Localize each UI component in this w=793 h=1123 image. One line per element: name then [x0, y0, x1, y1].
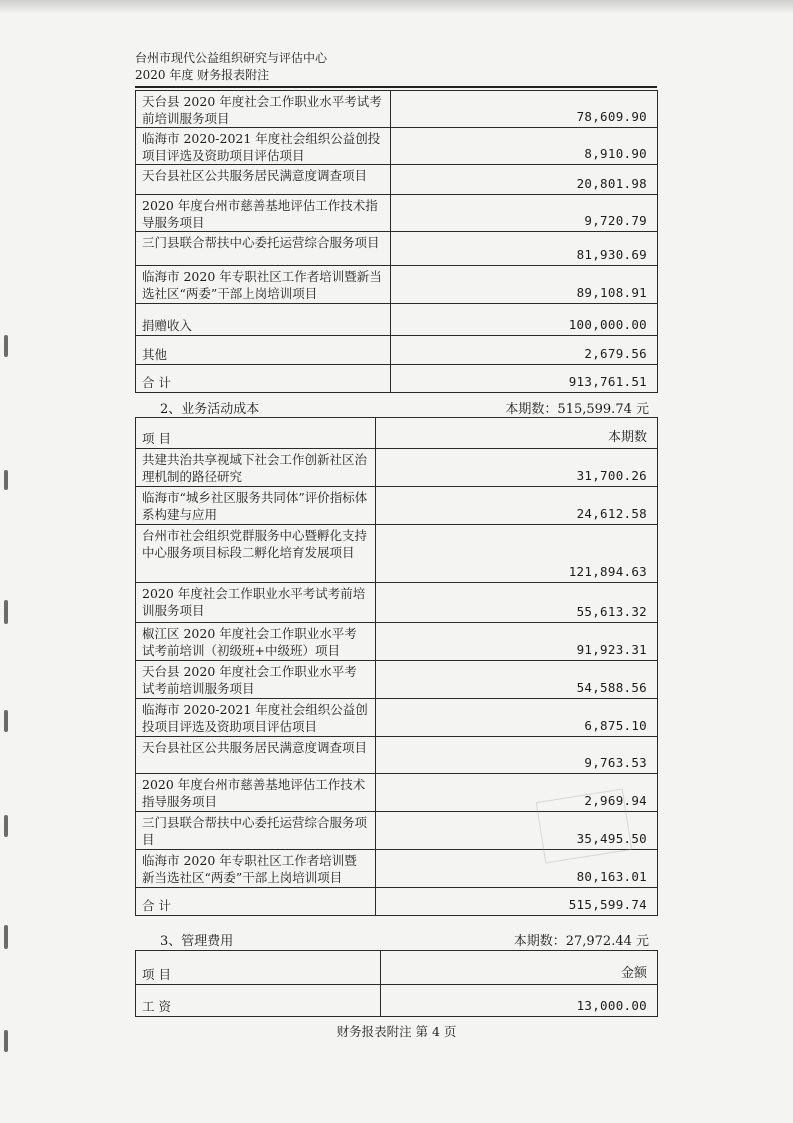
- row-label: 临海市 2020 年专职社区工作者培训暨新当选社区“两委”干部上岗培训项目: [136, 266, 391, 304]
- row-value: 81,930.69: [391, 232, 658, 266]
- row-label: 临海市 2020-2021 年度社会组织公益创投项目评选及资助项目评估项目: [136, 128, 391, 165]
- table-row: [136, 888, 658, 916]
- column-header-item: 项 目: [136, 951, 381, 985]
- row-label: 工 资: [136, 985, 381, 1017]
- row-label: 共建共治共享视域下社会工作创新社区治理机制的路径研究: [136, 449, 376, 487]
- row-label: 合 计: [136, 365, 391, 393]
- row-label: 椒江区 2020 年度社会工作职业水平考试考前培训（初级班+中级班）项目: [136, 623, 376, 661]
- row-label: 天台县社区公共服务居民满意度调查项目: [136, 165, 391, 195]
- section-amount: 本期数：515,599.74 元: [505, 402, 649, 417]
- table-row: [136, 232, 658, 266]
- org-name: 台州市现代公益组织研究与评估中心: [135, 51, 328, 65]
- section-heading: [135, 930, 657, 948]
- row-value: 100,000.00: [391, 304, 658, 336]
- row-label: 临海市“城乡社区服务共同体”评价指标体系构建与应用: [136, 487, 376, 525]
- header-rule: [135, 86, 657, 88]
- column-header-value: 本期数: [376, 418, 658, 449]
- row-value: 35,495.50: [376, 812, 658, 850]
- column-header-item: 项 目: [136, 418, 376, 449]
- table-row: [136, 449, 658, 487]
- table-row: [136, 365, 658, 393]
- row-label: 天台县 2020 年度社会工作职业水平考试考前培训服务项目: [136, 91, 391, 128]
- table-row: [136, 304, 658, 336]
- row-value: 89,108.91: [391, 266, 658, 304]
- table-row: [136, 737, 658, 774]
- row-value: 6,875.10: [376, 699, 658, 737]
- row-label: 临海市 2020-2021 年度社会组织公益创投项目评选及资助项目评估项目: [136, 699, 376, 737]
- table-row: [136, 195, 658, 232]
- column-header-value: 金额: [381, 951, 658, 985]
- row-value: 31,700.26: [376, 449, 658, 487]
- table-header-row: [136, 951, 658, 985]
- row-value: 20,801.98: [391, 165, 658, 195]
- table-row: [136, 583, 658, 623]
- page-footer: 财务报表附注 第 4 页: [336, 1024, 457, 1039]
- row-value: 515,599.74: [376, 888, 658, 916]
- table-row: [136, 91, 658, 128]
- table-header-row: [136, 418, 658, 449]
- binding-mark: [4, 600, 8, 624]
- scan-top-edge: [0, 0, 793, 14]
- row-label: 天台县社区公共服务居民满意度调查项目: [136, 737, 376, 774]
- income-table: [135, 90, 658, 393]
- row-label: 三门县联合帮扶中心委托运营综合服务项目: [136, 812, 376, 850]
- section-heading: [135, 398, 657, 416]
- row-value: 913,761.51: [391, 365, 658, 393]
- section-label: 2、业务活动成本: [160, 402, 260, 417]
- section-amount: 本期数：27,972.44 元: [513, 934, 649, 949]
- binding-mark: [4, 710, 8, 732]
- row-value: 2,969.94: [376, 774, 658, 812]
- row-label: 捐赠收入: [136, 304, 391, 336]
- row-value: 24,612.58: [376, 487, 658, 525]
- table-row: [136, 525, 658, 583]
- row-value: 55,613.32: [376, 583, 658, 623]
- row-label: 2020 年度社会工作职业水平考试考前培训服务项目: [136, 583, 376, 623]
- binding-mark: [4, 335, 8, 357]
- row-value: 9,720.79: [391, 195, 658, 232]
- binding-mark: [4, 815, 8, 837]
- table-row: [136, 487, 658, 525]
- row-value: 2,679.56: [391, 336, 658, 365]
- table-row: [136, 661, 658, 699]
- report-subtitle: 2020 年度 财务报表附注: [135, 68, 270, 82]
- row-label: 2020 年度台州市慈善基地评估工作技术指导服务项目: [136, 195, 391, 232]
- table-row: [136, 165, 658, 195]
- section-label: 3、管理费用: [160, 934, 234, 949]
- table-row: [136, 128, 658, 165]
- row-value: 13,000.00: [381, 985, 658, 1017]
- table-row: [136, 985, 658, 1017]
- row-value: 80,163.01: [376, 850, 658, 888]
- row-value: 8,910.90: [391, 128, 658, 165]
- row-label: 2020 年度台州市慈善基地评估工作技术指导服务项目: [136, 774, 376, 812]
- row-value: 78,609.90: [391, 91, 658, 128]
- row-label: 临海市 2020 年专职社区工作者培训暨新当选社区“两委”干部上岗培训项目: [136, 850, 376, 888]
- table-row: [136, 699, 658, 737]
- row-label: 合 计: [136, 888, 376, 916]
- row-value: 9,763.53: [376, 737, 658, 774]
- row-label: 天台县 2020 年度社会工作职业水平考试考前培训服务项目: [136, 661, 376, 699]
- page-header: [135, 50, 655, 84]
- row-label: 台州市社会组织党群服务中心暨孵化支持中心服务项目标段二孵化培育发展项目: [136, 525, 376, 583]
- table-row: [136, 623, 658, 661]
- binding-mark: [4, 470, 8, 490]
- row-value: 121,894.63: [376, 525, 658, 583]
- row-label: 其他: [136, 336, 391, 365]
- table-row: [136, 336, 658, 365]
- row-value: 91,923.31: [376, 623, 658, 661]
- table-row: [136, 266, 658, 304]
- expense-table: [135, 950, 658, 1017]
- row-label: 三门县联合帮扶中心委托运营综合服务项目: [136, 232, 391, 266]
- binding-mark: [4, 925, 8, 949]
- row-value: 54,588.56: [376, 661, 658, 699]
